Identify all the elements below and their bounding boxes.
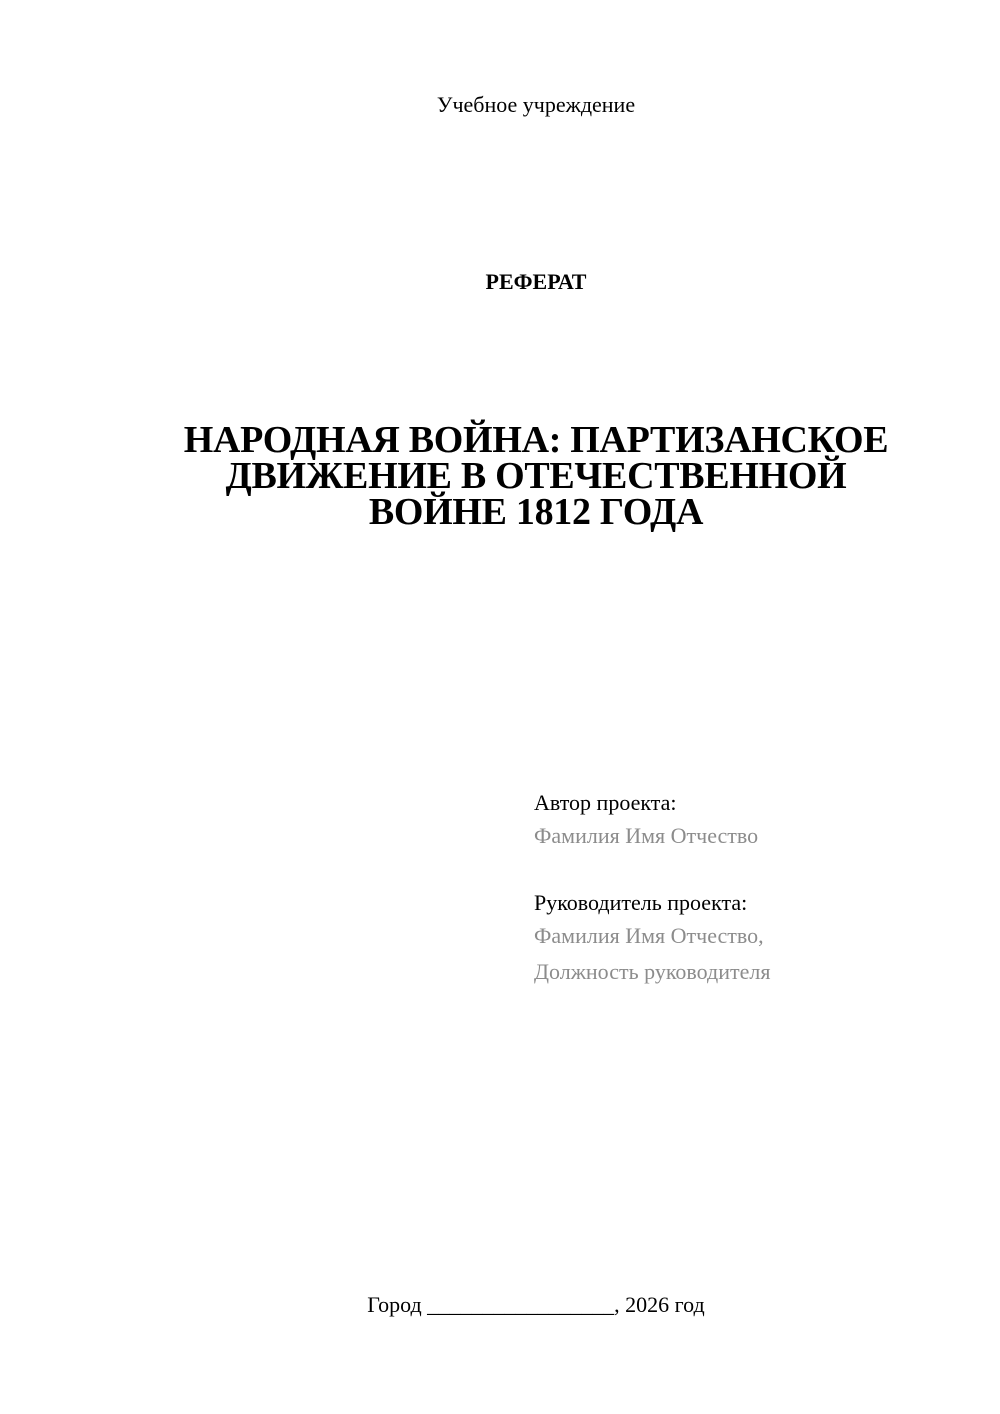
credits-spacer [534,854,954,888]
supervisor-name: Фамилия Имя Отчество, [534,923,764,948]
credits-block [534,788,954,990]
author-name: Фамилия Имя Отчество [534,823,759,848]
supervisor-label: Руководитель проекта: [534,890,748,915]
city-year-line: Город _________________, 2026 год [367,1292,705,1317]
title-line-1: НАРОДНАЯ ВОЙНА: ПАРТИЗАНСКОЕ [183,419,889,461]
document-type: РЕФЕРАТ [485,269,587,294]
title-line-3: ВОЙНЕ 1812 ГОДА [368,491,704,533]
institution-name: Учебное учреждение [436,92,636,117]
supervisor-position: Должность руководителя [534,959,771,984]
document-title [120,419,952,533]
title-line-2: ДВИЖЕНИЕ В ОТЕЧЕСТВЕННОЙ [225,455,847,497]
author-label: Автор проекта: [534,790,677,815]
